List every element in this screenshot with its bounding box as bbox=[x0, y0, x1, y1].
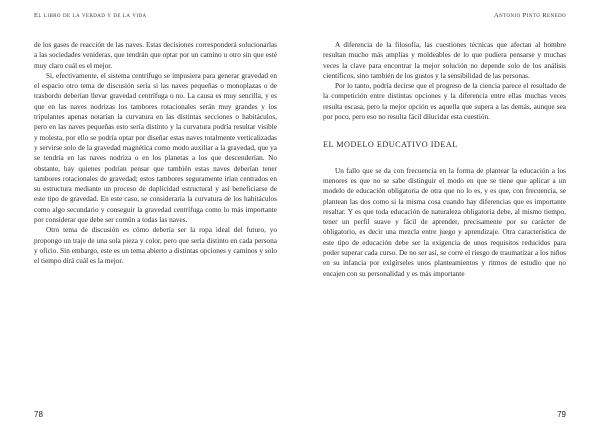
paragraph: Un fallo que se da con frecuencia en la forma de plantear la educación a los menores es que no se sabe distinguir el modo en que se tiene que aplicar a un modelo de educación obligatoria de otra que no lo es, y es que, con frecuencia, se plantean las dos como si la misma cosa cuando hay diferencias que es importante resaltar. Y es que toda educación de naturaleza obligatoria debe, al mismo tiempo, tener un perfil suave y fácil de aprender, precisamente por su carácter de obligatorio, es decir una mezcla entre juego y aprendizaje. Otra característica de este tipo de educación debe ser la exigencia de unos requisitos reducidos para poder superar cada curso. De no ser así, se corre el riesgo de traumatizar a los niños en su infancia por exigírseles unos planteamientos y ritmos de estudio que no encajen con su personalidad y es más importante bbox=[323, 166, 566, 278]
paragraph: de los gases de reacción de las naves. Estas decisiones corresponderá solucionarlas a las sociedades venideras, que tendrán que optar por un camino u otro sin que esté muy claro cuál es el mejor. bbox=[34, 41, 277, 70]
right-page bbox=[300, 0, 600, 433]
left-body-text bbox=[34, 40, 277, 267]
left-page-number: 78 bbox=[34, 410, 43, 419]
paragraph: A diferencia de la filosofía, las cuestiones técnicas que afectan al hombre resultan mucho más amplias y moldeables de lo que pudiera pensarse y muchas veces la clave para encontrar la mejor solución no depende solo de los análisis científicos, sino también de los gustos y la sensibilidad de las personas. bbox=[323, 41, 566, 80]
left-running-header: El libro de la verdad y de la vida bbox=[34, 12, 147, 19]
paragraph: Si, efectivamente, el sistema centrífugo se impusiera para generar gravedad en el espacio otro tema de discusión sería si las naves pequeñas o monoplazas o de trasbordo deberían llevar gravedad centrífuga o no. La causa es muy sencilla, y es que en las naves nodrizas los tambores rotacionales serán muy grandes y los tripulantes apenas notarían la curvatura en las distintas secciones o habitáculos, pero en las naves pequeñas esto sería distinto y la curvatura podría resultar visible y molesta, por ello se podría optar por diseñar estas naves totalmente verticalizadas y servirse solo de la gravedad magnética como modo auxiliar a la gravedad, que ya se tendría en las naves nodriza o en los planetas a los que descenderían. No obstante, hay quienes podrían pensar que también estas naves deberían tener tambores rotacionales de gravedad; estos tambores seguramente irían centrados en su estructura mediante un proceso de duplicidad estructural y así beneficiarse de este tipo de gravedad. En este caso, se consideraría la curvatura de los habitáculos como algo secundario y conseguir la gravedad centrífuga como lo más importante por considerar que debe ser común a todas las naves. bbox=[34, 71, 277, 225]
right-page-number: 79 bbox=[557, 410, 566, 419]
right-running-header: Antonio Pinto Renedo bbox=[494, 12, 566, 19]
paragraph: Otro tema de discusión es cómo debería ser la ropa ideal del futuro, yo propongo un traje de una sola pieza y color, pero que sería distinto en cada persona y oficio. Sin embargo, este es un tema abierto a distintas opciones y caminos y solo el tiempo dirá cuál es la mejor. bbox=[34, 226, 277, 266]
right-body-text bbox=[323, 40, 566, 279]
paragraph: Por lo tanto, podría decirse que el progreso de la ciencia parece el resultado de la competición entre distintas opciones y la diferencia entre ellas muchas veces resulta escasa, pero la mejor opción es aquella que supera a las demás, aunque sea por poco, pero eso no resulta fácil dilucidar esta cuestión. bbox=[323, 82, 566, 122]
section-heading: EL MODELO EDUCATIVO IDEAL bbox=[323, 140, 458, 150]
